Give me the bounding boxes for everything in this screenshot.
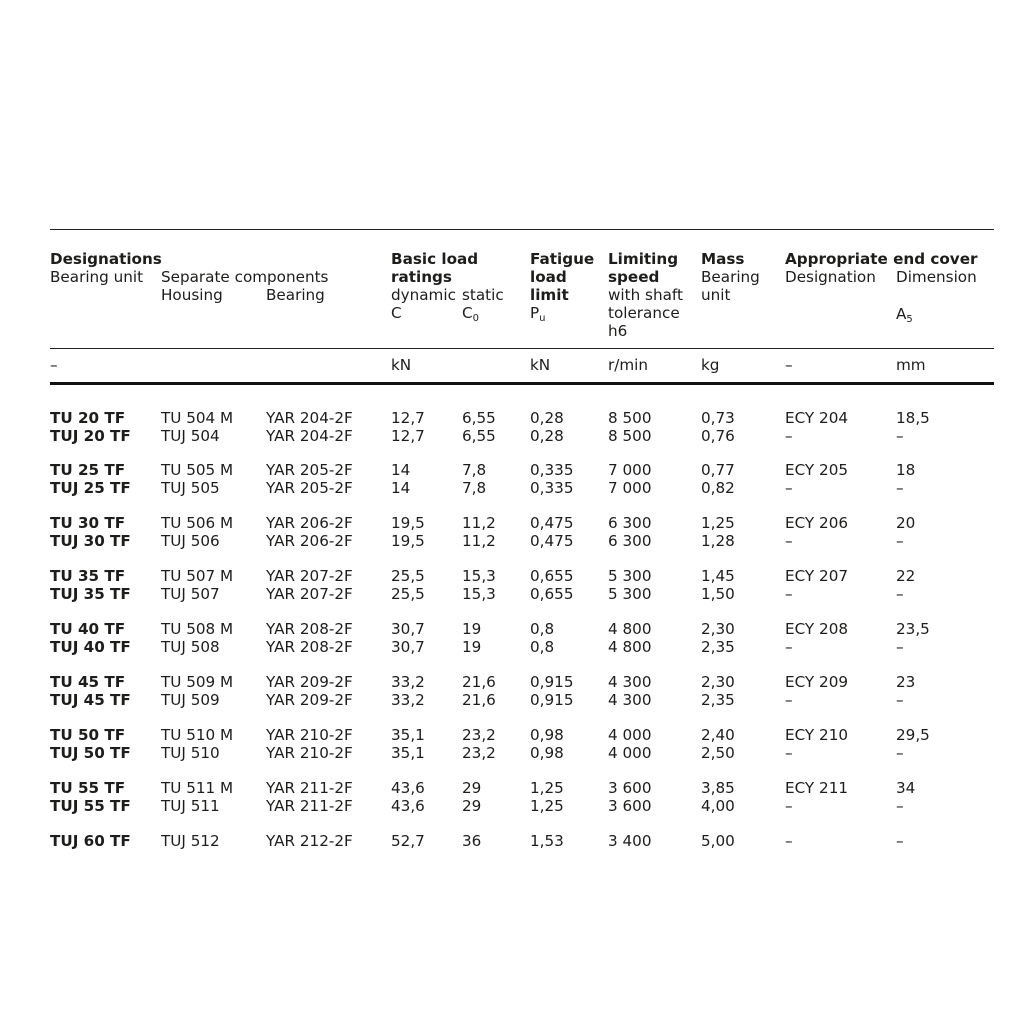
header-fatigue-line2: load [530, 268, 567, 286]
cell-bearing: YAR 204-2F [266, 409, 353, 427]
cell-housing: TU 504 M [161, 409, 234, 427]
cell-end-cover: – [785, 691, 793, 709]
cell-limiting-speed: 6 300 [608, 532, 652, 550]
cell-limiting-speed: 3 600 [608, 779, 652, 797]
cell-bearing-unit: TU 40 TF [50, 620, 126, 638]
cell-bearing: YAR 207-2F [266, 567, 353, 585]
cell-limiting-speed: 8 500 [608, 409, 652, 427]
header-dynamic [391, 286, 456, 322]
cell-end-cover: ECY 206 [785, 514, 849, 532]
header-speed-line4: tolerance [608, 304, 680, 322]
cell-dimension: – [896, 585, 904, 603]
cell-bearing-unit: TU 35 TF [50, 567, 126, 585]
cell-dimension: – [896, 532, 904, 550]
cell-dynamic-load: 14 [391, 479, 411, 497]
cell-bearing-unit: TU 20 TF [50, 409, 126, 427]
cell-dynamic-load: 25,5 [391, 567, 425, 585]
cell-bearing-unit: TUJ 60 TF [50, 832, 131, 850]
header-end-cover-dimension: Dimension [896, 268, 977, 286]
header-dim-symbol-main: A [896, 305, 907, 323]
header-speed-line2: speed [608, 268, 660, 286]
cell-mass: 0,73 [701, 409, 735, 427]
cell-dimension: – [896, 638, 904, 656]
header-mass-line1: Mass [701, 250, 745, 268]
header-fatigue-load-limit [530, 250, 594, 322]
cell-dynamic-load: 35,1 [391, 726, 425, 744]
cell-mass: 2,35 [701, 691, 735, 709]
cell-bearing-unit: TUJ 40 TF [50, 638, 131, 656]
cell-dynamic-load: 12,7 [391, 409, 425, 427]
cell-fatigue-limit: 1,25 [530, 779, 564, 797]
cell-fatigue-limit: 0,475 [530, 532, 574, 550]
cell-dimension: – [896, 832, 904, 850]
header-fatigue-symbol-main: P [530, 304, 540, 322]
cell-limiting-speed: 3 400 [608, 832, 652, 850]
cell-bearing-unit: TU 30 TF [50, 514, 126, 532]
cell-mass: 0,76 [701, 427, 735, 445]
cell-mass: 0,77 [701, 461, 735, 479]
cell-static-load: 7,8 [462, 479, 487, 497]
cell-mass: 1,50 [701, 585, 735, 603]
cell-mass: 2,50 [701, 744, 735, 762]
cell-static-load: 29 [462, 779, 482, 797]
header-dynamic-label: dynamic [391, 286, 456, 304]
cell-mass: 1,45 [701, 567, 735, 585]
cell-bearing-unit: TUJ 45 TF [50, 691, 131, 709]
cell-limiting-speed: 5 300 [608, 567, 652, 585]
cell-end-cover: ECY 210 [785, 726, 849, 744]
cell-dynamic-load: 14 [391, 461, 411, 479]
header-mass-line3: unit [701, 286, 731, 304]
cell-mass: 0,82 [701, 479, 735, 497]
header-static [462, 286, 504, 322]
cell-bearing-unit: TU 45 TF [50, 673, 126, 691]
cell-housing: TU 509 M [161, 673, 234, 691]
cell-bearing-unit: TU 50 TF [50, 726, 126, 744]
cell-dimension: 20 [896, 514, 916, 532]
cell-end-cover: – [785, 585, 793, 603]
cell-housing: TU 505 M [161, 461, 234, 479]
cell-bearing: YAR 207-2F [266, 585, 353, 603]
header-fatigue-line1: Fatigue [530, 250, 595, 268]
cell-static-load: 19 [462, 638, 482, 656]
cell-static-load: 23,2 [462, 726, 496, 744]
header-dimension-symbol [896, 305, 913, 329]
cell-fatigue-limit: 0,8 [530, 638, 555, 656]
cell-bearing: YAR 206-2F [266, 514, 353, 532]
header-static-symbol-main: C [462, 304, 473, 322]
header-separate-components: Separate components [161, 268, 329, 286]
cell-static-load: 6,55 [462, 409, 496, 427]
cell-limiting-speed: 4 300 [608, 673, 652, 691]
cell-end-cover: – [785, 532, 793, 550]
table-top-rule [50, 229, 994, 230]
cell-bearing-unit: TUJ 35 TF [50, 585, 131, 603]
cell-mass: 5,00 [701, 832, 735, 850]
cell-fatigue-limit: 1,53 [530, 832, 564, 850]
header-dynamic-symbol: C [391, 304, 402, 322]
cell-mass: 3,85 [701, 779, 735, 797]
cell-end-cover: ECY 208 [785, 620, 849, 638]
cell-end-cover: – [785, 427, 793, 445]
cell-dimension: – [896, 797, 904, 815]
header-bearing-unit: Bearing unit [50, 268, 144, 286]
cell-end-cover: – [785, 797, 793, 815]
units-rule [50, 348, 994, 349]
cell-dimension: – [896, 479, 904, 497]
header-basic-load-ratings [391, 250, 478, 286]
cell-limiting-speed: 3 600 [608, 797, 652, 815]
cell-dynamic-load: 25,5 [391, 585, 425, 603]
cell-static-load: 29 [462, 797, 482, 815]
cell-housing: TUJ 507 [161, 585, 220, 603]
cell-static-load: 11,2 [462, 532, 496, 550]
cell-end-cover: – [785, 832, 793, 850]
cell-limiting-speed: 7 000 [608, 479, 652, 497]
header-designations [50, 250, 162, 286]
cell-bearing-unit: TU 55 TF [50, 779, 126, 797]
cell-dimension: 22 [896, 567, 916, 585]
unit-dimension: mm [896, 356, 926, 374]
cell-dynamic-load: 52,7 [391, 832, 425, 850]
cell-static-load: 11,2 [462, 514, 496, 532]
table-header-thick-rule [50, 382, 994, 385]
cell-limiting-speed: 8 500 [608, 427, 652, 445]
cell-bearing: YAR 206-2F [266, 532, 353, 550]
header-dim-symbol-sub: 5 [906, 314, 913, 325]
header-static-label: static [462, 286, 504, 304]
unit-speed: r/min [608, 356, 649, 374]
cell-housing: TUJ 508 [161, 638, 220, 656]
cell-static-load: 36 [462, 832, 482, 850]
header-mass [701, 250, 760, 304]
cell-dynamic-load: 43,6 [391, 797, 425, 815]
cell-mass: 1,28 [701, 532, 735, 550]
cell-limiting-speed: 4 800 [608, 638, 652, 656]
cell-static-load: 15,3 [462, 585, 496, 603]
unit-fatigue: kN [530, 356, 551, 374]
cell-bearing: YAR 205-2F [266, 479, 353, 497]
cell-fatigue-limit: 0,655 [530, 585, 574, 603]
cell-dimension: – [896, 691, 904, 709]
cell-fatigue-limit: 0,655 [530, 567, 574, 585]
cell-housing: TUJ 506 [161, 532, 220, 550]
cell-bearing: YAR 210-2F [266, 726, 353, 744]
cell-housing: TUJ 509 [161, 691, 220, 709]
cell-bearing: YAR 211-2F [266, 797, 353, 815]
cell-mass: 2,30 [701, 673, 735, 691]
cell-limiting-speed: 7 000 [608, 461, 652, 479]
header-fatigue-line3: limit [530, 286, 569, 304]
cell-housing: TU 510 M [161, 726, 234, 744]
cell-static-load: 19 [462, 620, 482, 638]
cell-fatigue-limit: 0,915 [530, 673, 574, 691]
header-basic-load-line2: ratings [391, 268, 452, 286]
cell-limiting-speed: 4 000 [608, 726, 652, 744]
cell-housing: TUJ 510 [161, 744, 220, 762]
cell-dynamic-load: 19,5 [391, 532, 425, 550]
header-fatigue-symbol-sub: u [539, 313, 546, 324]
header-static-symbol-sub: 0 [472, 313, 479, 324]
cell-static-load: 21,6 [462, 691, 496, 709]
header-mass-line2: Bearing [701, 268, 760, 286]
cell-dimension: – [896, 744, 904, 762]
cell-end-cover: ECY 211 [785, 779, 849, 797]
cell-bearing: YAR 212-2F [266, 832, 353, 850]
cell-limiting-speed: 6 300 [608, 514, 652, 532]
unit-load: kN [391, 356, 412, 374]
cell-bearing: YAR 209-2F [266, 673, 353, 691]
cell-static-load: 21,6 [462, 673, 496, 691]
cell-dynamic-load: 30,7 [391, 620, 425, 638]
cell-dimension: 34 [896, 779, 916, 797]
cell-housing: TUJ 511 [161, 797, 220, 815]
cell-dimension: 29,5 [896, 726, 930, 744]
cell-end-cover: ECY 204 [785, 409, 849, 427]
unit-cover: – [785, 356, 793, 374]
cell-dimension: 18,5 [896, 409, 930, 427]
cell-limiting-speed: 5 300 [608, 585, 652, 603]
cell-end-cover: ECY 209 [785, 673, 849, 691]
cell-mass: 2,35 [701, 638, 735, 656]
header-designations-title: Designations [50, 250, 162, 268]
cell-end-cover: ECY 205 [785, 461, 849, 479]
cell-bearing-unit: TUJ 55 TF [50, 797, 131, 815]
cell-end-cover: – [785, 479, 793, 497]
cell-fatigue-limit: 0,475 [530, 514, 574, 532]
cell-housing: TU 507 M [161, 567, 234, 585]
cell-fatigue-limit: 0,915 [530, 691, 574, 709]
header-speed-line5: h6 [608, 322, 628, 340]
cell-fatigue-limit: 0,98 [530, 744, 564, 762]
cell-dynamic-load: 35,1 [391, 744, 425, 762]
cell-end-cover: – [785, 638, 793, 656]
cell-bearing-unit: TUJ 30 TF [50, 532, 131, 550]
cell-fatigue-limit: 0,335 [530, 479, 574, 497]
cell-housing: TUJ 504 [161, 427, 220, 445]
header-static-symbol [462, 304, 504, 322]
cell-mass: 2,30 [701, 620, 735, 638]
cell-end-cover: – [785, 744, 793, 762]
cell-housing: TUJ 505 [161, 479, 220, 497]
cell-bearing-unit: TUJ 25 TF [50, 479, 131, 497]
cell-dynamic-load: 12,7 [391, 427, 425, 445]
cell-limiting-speed: 4 300 [608, 691, 652, 709]
cell-static-load: 6,55 [462, 427, 496, 445]
header-limiting-speed [608, 250, 683, 340]
cell-bearing-unit: TUJ 20 TF [50, 427, 131, 445]
cell-mass: 2,40 [701, 726, 735, 744]
header-speed-line3: with shaft [608, 286, 683, 304]
cell-dynamic-load: 30,7 [391, 638, 425, 656]
cell-static-load: 7,8 [462, 461, 487, 479]
cell-housing: TU 506 M [161, 514, 234, 532]
cell-dimension: – [896, 427, 904, 445]
cell-fatigue-limit: 1,25 [530, 797, 564, 815]
cell-bearing: YAR 210-2F [266, 744, 353, 762]
cell-fatigue-limit: 0,28 [530, 427, 564, 445]
cell-dynamic-load: 19,5 [391, 514, 425, 532]
cell-fatigue-limit: 0,28 [530, 409, 564, 427]
cell-fatigue-limit: 0,335 [530, 461, 574, 479]
cell-mass: 1,25 [701, 514, 735, 532]
cell-bearing: YAR 208-2F [266, 638, 353, 656]
header-bearing: Bearing [266, 286, 325, 304]
cell-dynamic-load: 33,2 [391, 691, 425, 709]
cell-mass: 4,00 [701, 797, 735, 815]
cell-dynamic-load: 33,2 [391, 673, 425, 691]
cell-dimension: 23,5 [896, 620, 930, 638]
cell-bearing: YAR 208-2F [266, 620, 353, 638]
cell-static-load: 15,3 [462, 567, 496, 585]
cell-limiting-speed: 4 000 [608, 744, 652, 762]
header-fatigue-symbol [530, 304, 594, 322]
header-basic-load-line1: Basic load [391, 250, 479, 268]
cell-end-cover: ECY 207 [785, 567, 849, 585]
unit-mass: kg [701, 356, 720, 374]
cell-dynamic-load: 43,6 [391, 779, 425, 797]
header-end-cover: Appropriate end cover [785, 250, 978, 268]
cell-bearing: YAR 204-2F [266, 427, 353, 445]
cell-limiting-speed: 4 800 [608, 620, 652, 638]
cell-housing: TU 511 M [161, 779, 234, 797]
cell-dimension: 23 [896, 673, 916, 691]
cell-bearing: YAR 205-2F [266, 461, 353, 479]
cell-housing: TU 508 M [161, 620, 234, 638]
header-housing: Housing [161, 286, 223, 304]
cell-dimension: 18 [896, 461, 916, 479]
cell-static-load: 23,2 [462, 744, 496, 762]
cell-bearing-unit: TUJ 50 TF [50, 744, 131, 762]
cell-fatigue-limit: 0,98 [530, 726, 564, 744]
cell-bearing: YAR 211-2F [266, 779, 353, 797]
header-speed-line1: Limiting [608, 250, 679, 268]
cell-fatigue-limit: 0,8 [530, 620, 555, 638]
cell-bearing: YAR 209-2F [266, 691, 353, 709]
cell-housing: TUJ 512 [161, 832, 220, 850]
unit-designation: – [50, 356, 58, 374]
header-end-cover-designation: Designation [785, 268, 876, 286]
cell-bearing-unit: TU 25 TF [50, 461, 126, 479]
